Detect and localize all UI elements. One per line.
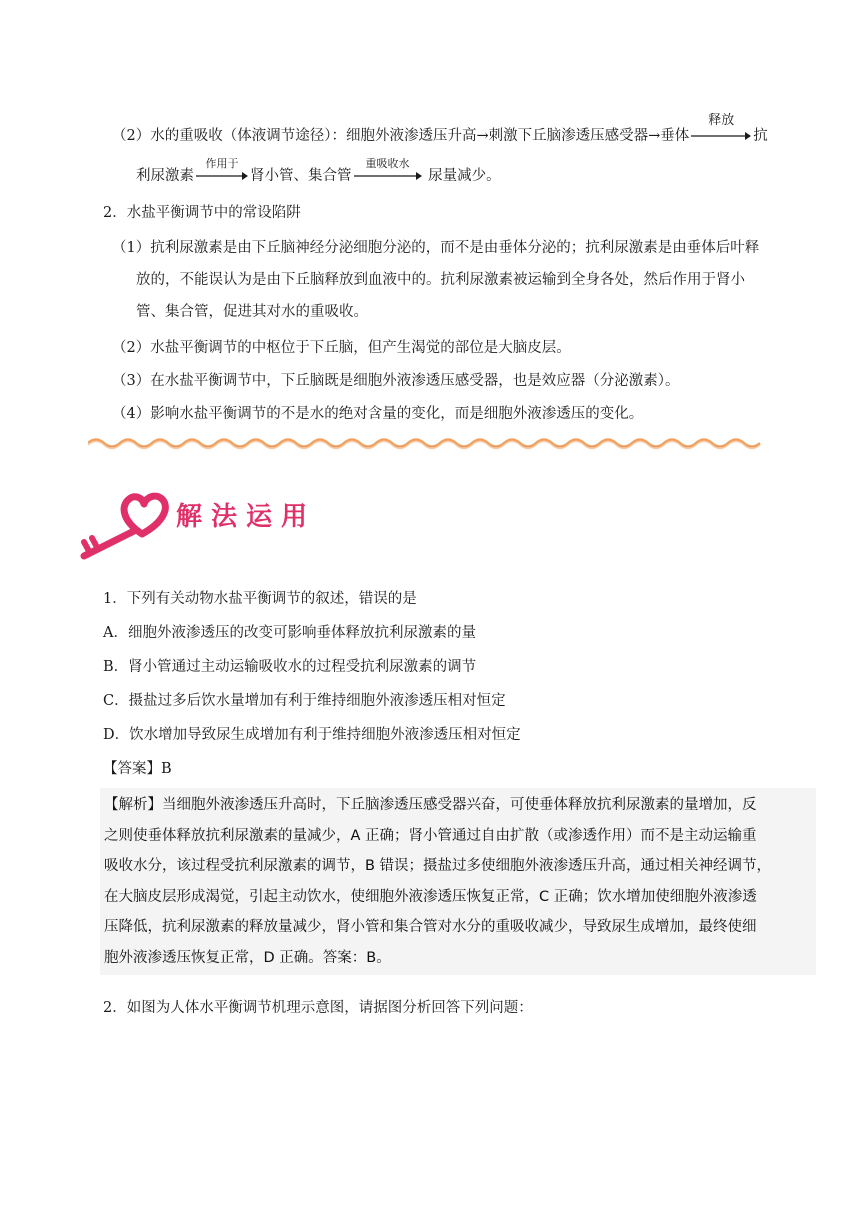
question1-option-a: A．细胞外液渗透压的改变可影响垂体释放抗利尿激素的量	[103, 625, 476, 641]
explanation-line: 压降低，抗利尿激素的释放量减少，肾小管和集合管对水分的重吸收减少，导致尿生成增加，最终使细	[104, 919, 757, 935]
section-banner-title: 解法运用	[176, 502, 317, 532]
item2-line1-suffix: 抗	[753, 128, 768, 144]
question1-stem: 1．下列有关动物水盐平衡调节的叙述，错误的是	[103, 591, 417, 607]
release-arrow-label: 释放	[708, 113, 735, 128]
item2-line2	[136, 157, 501, 186]
wavy-divider	[88, 436, 768, 450]
question1-option-d: D．饮水增加导致尿生成增加有利于维持细胞外液渗透压相对恒定	[103, 727, 521, 743]
explanation-line: 在大脑皮层形成渴觉，引起主动饮水，使细胞外液渗透压恢复正常，C 正确；饮水增加使细胞外液渗透	[104, 888, 757, 905]
question1-explanation	[100, 788, 816, 975]
reabsorb-arrow	[354, 157, 422, 181]
explanation-line: 之则使垂体释放抗利尿激素的量减少，A 正确；肾小管通过自由扩散（或渗透作用）而不是主动运输重	[104, 827, 757, 844]
explanation-line: 【解析】当细胞外液渗透压升高时，下丘脑渗透压感受器兴奋，可使垂体释放抗利尿激素的量增加，反	[104, 797, 757, 813]
trap3: （3）在水盐平衡调节中，下丘脑既是细胞外液渗透压感受器，也是效应器（分泌激素）。	[112, 373, 680, 389]
trap4: （4）影响水盐平衡调节的不是水的绝对含量的变化，而是细胞外液渗透压的变化。	[112, 406, 644, 422]
explanation-line: 吸收水分，该过程受抗利尿激素的调节，B 错误；摄盐过多使细胞外液渗透压升高，通过相关神经调节，	[104, 858, 772, 874]
explanation-line: 胞外液渗透压恢复正常，D 正确。答案：B。	[104, 949, 391, 966]
trap1-line2: 放的，不能误认为是由下丘脑释放到血液中的。抗利尿激素被运输到全身各处，然后作用于肾小	[136, 272, 745, 288]
question1-option-b: B．肾小管通过主动运输吸收水的过程受抗利尿激素的调节	[103, 659, 477, 675]
release-arrow	[691, 113, 751, 141]
item2-line2-start: 利尿激素	[136, 168, 194, 184]
trap1-line3: 管、集合管，促进其对水的重吸收。	[136, 304, 368, 320]
item2-line1-text: （2）水的重吸收（体液调节途径）：细胞外液渗透压升高→刺激下丘脑渗透压感受器→垂体	[112, 128, 690, 144]
trap1-line1: （1）抗利尿激素是由下丘脑神经分泌细胞分泌的，而不是由垂体分泌的；抗利尿激素是由垂体后叶释	[112, 240, 760, 256]
key-heart-icon	[72, 486, 182, 566]
question1-answer: 【答案】B	[103, 761, 172, 777]
question1-option-c: C．摄盐过多后饮水量增加有利于维持细胞外液渗透压相对恒定	[103, 693, 506, 709]
item2-line2-end: 尿量减少。	[428, 168, 501, 184]
arrow-right-icon	[691, 131, 751, 141]
item2-line2-mid: 肾小管、集合管	[250, 168, 352, 184]
question2-stem: 2．如图为人体水平衡调节机理示意图，请据图分析回答下列问题：	[103, 1000, 533, 1016]
acts-on-arrow-label: 作用于	[205, 157, 239, 170]
acts-on-arrow	[196, 157, 248, 181]
arrow-right-icon	[196, 171, 248, 181]
arrow-right-icon	[354, 171, 422, 181]
traps-heading: 2．水盐平衡调节中的常设陷阱	[103, 205, 301, 221]
trap2: （2）水盐平衡调节的中枢位于下丘脑，但产生渴觉的部位是大脑皮层。	[112, 340, 571, 356]
item2-line1	[112, 113, 768, 146]
reabsorb-arrow-label: 重吸收水	[365, 157, 410, 170]
